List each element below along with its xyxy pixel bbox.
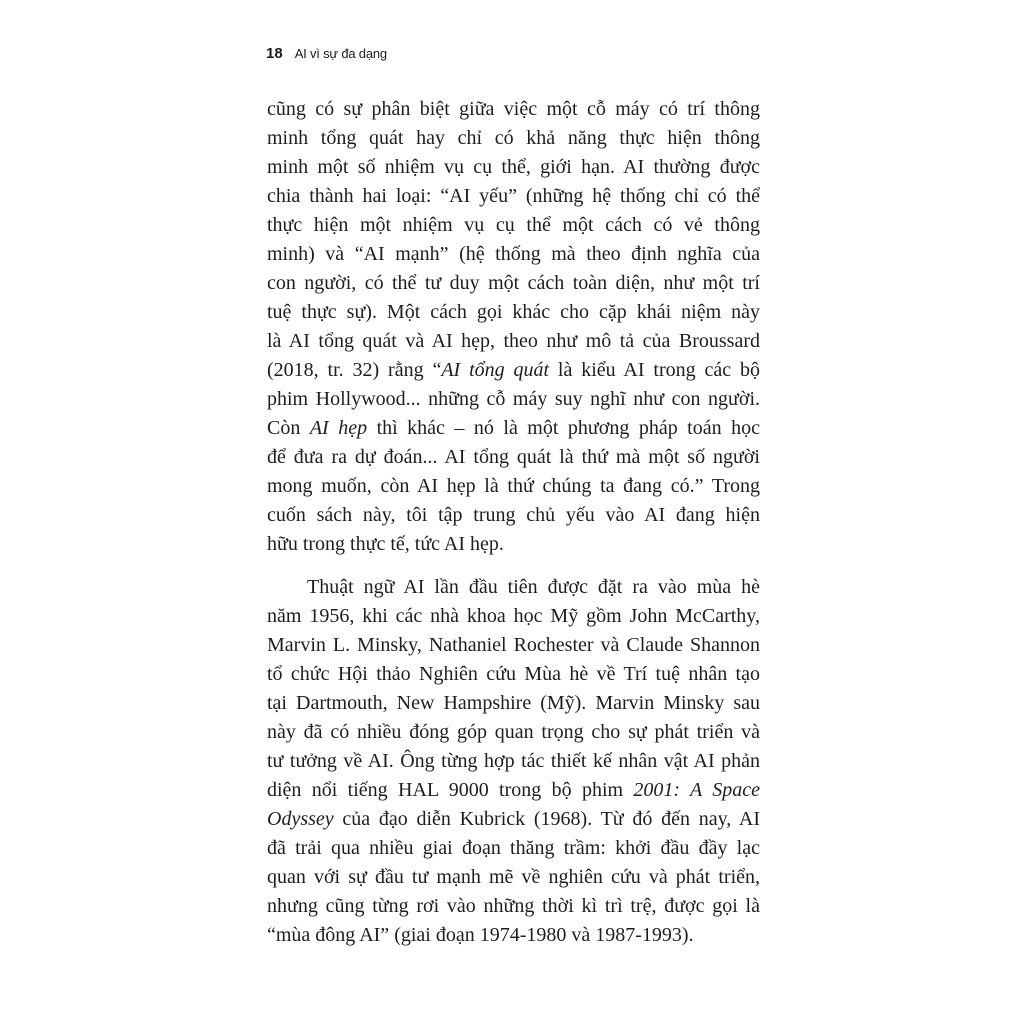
page-number: 18: [266, 45, 283, 62]
text-line: [267, 602, 760, 631]
text-run: minh tổng quát hay chỉ có khả năng thực hiện thông: [267, 127, 760, 149]
text-run: cuốn sách này, tôi tập trung chủ yếu vào AI đang hiện: [267, 504, 760, 526]
text-run: cũng có sự phân biệt giữa việc một cỗ máy có trí thông: [267, 98, 760, 120]
text-line: [267, 718, 760, 747]
text-line: [267, 240, 760, 269]
text-run: Marvin L. Minsky, Nathaniel Rochester và Claude Shannon: [267, 634, 760, 656]
text-run: tuệ thực sự). Một cách gọi khác cho cặp khái niệm này: [267, 301, 760, 323]
text-run: thì khác – nó là một phương pháp toán học: [367, 417, 760, 439]
text-line: [267, 414, 760, 443]
text-run: năm 1956, khi các nhà khoa học Mỹ gồm John McCarthy,: [267, 605, 760, 627]
text-line: [267, 385, 760, 414]
text-run: tại Dartmouth, New Hampshire (Mỹ). Marvin Minsky sau: [267, 692, 760, 714]
text-run: thực hiện một nhiệm vụ cụ thể một cách có vẻ thông: [267, 214, 760, 236]
text-line: [267, 124, 760, 153]
text-run: (2018, tr. 32) rằng “: [267, 359, 442, 381]
text-run: mong muốn, còn AI hẹp là thứ chúng ta đang có.” Trong: [267, 475, 760, 497]
text-run: tổ chức Hội thảo Nghiên cứu Mùa hè về Trí tuệ nhân tạo: [267, 663, 760, 685]
text-run: của đạo diễn Kubrick (1968). Từ đó đến nay, AI: [333, 808, 760, 830]
text-line: [267, 921, 760, 950]
text-line: [267, 863, 760, 892]
text-line: [267, 153, 760, 182]
text-line: [267, 689, 760, 718]
text-run: hữu trong thực tế, tức AI hẹp.: [267, 533, 504, 555]
text-line: [267, 211, 760, 240]
text-line: [267, 182, 760, 211]
text-run: đã trải qua nhiều giai đoạn thăng trầm: khởi đầu đầy lạc: [267, 837, 760, 859]
text-line: [267, 660, 760, 689]
text-line: [267, 298, 760, 327]
text-run: tư tưởng về AI. Ông từng hợp tác thiết kế nhân vật AI phản: [267, 750, 760, 772]
italic-text: AI hẹp: [309, 417, 368, 439]
text-line: [267, 530, 760, 559]
text-run: nhưng cũng từng rơi vào những thời kì trì trệ, được gọi là: [267, 895, 760, 917]
text-line: [267, 269, 760, 298]
paragraph: [267, 573, 760, 950]
text-run: là kiểu AI trong các bộ: [549, 359, 760, 381]
text-run: minh) và “AI mạnh” (hệ thống mà theo định nghĩa của: [267, 243, 760, 265]
text-run: chia thành hai loại: “AI yếu” (những hệ thống chỉ có thể: [267, 185, 760, 207]
body-text: [267, 95, 760, 950]
paragraph: [267, 95, 760, 559]
text-line: [267, 776, 760, 805]
text-line: [267, 356, 760, 385]
text-run: “mùa đông AI” (giai đoạn 1974-1980 và 1987-1993).: [267, 924, 694, 946]
text-run: này đã có nhiều đóng góp quan trọng cho sự phát triển và: [267, 721, 760, 743]
italic-text: Odyssey: [267, 808, 334, 830]
text-run: để đưa ra dự đoán... AI tổng quát là thứ mà một số người: [267, 446, 760, 468]
text-run: phim Hollywood... những cỗ máy suy nghĩ như con người.: [267, 388, 760, 410]
running-title: AI vì sự đa dạng: [294, 46, 387, 61]
text-run: Thuật ngữ AI lần đầu tiên được đặt ra vào mùa hè: [307, 576, 760, 598]
paragraph-gap: [267, 559, 760, 573]
italic-text: 2001: A Space: [633, 779, 760, 801]
text-line: [267, 327, 760, 356]
text-run: con người, có thể tư duy một cách toàn diện, như một trí: [267, 272, 760, 294]
text-run: minh một số nhiệm vụ cụ thể, giới hạn. AI thường được: [267, 156, 760, 178]
text-line: [267, 805, 760, 834]
text-line: [267, 747, 760, 776]
text-line: [267, 834, 760, 863]
italic-text: AI tổng quát: [441, 359, 550, 381]
text-run: Còn: [267, 417, 310, 439]
text-line: [267, 443, 760, 472]
text-line: [267, 472, 760, 501]
text-line: [267, 892, 760, 921]
running-head: [266, 45, 387, 69]
text-line: [267, 501, 760, 530]
text-line: [267, 573, 760, 602]
text-run: diện nổi tiếng HAL 9000 trong bộ phim: [267, 779, 634, 801]
text-line: [267, 631, 760, 660]
text-run: quan với sự đầu tư mạnh mẽ về nghiên cứu và phát triển,: [267, 866, 760, 888]
text-line: [267, 95, 760, 124]
text-run: là AI tổng quát và AI hẹp, theo như mô tả của Broussard: [267, 330, 760, 352]
